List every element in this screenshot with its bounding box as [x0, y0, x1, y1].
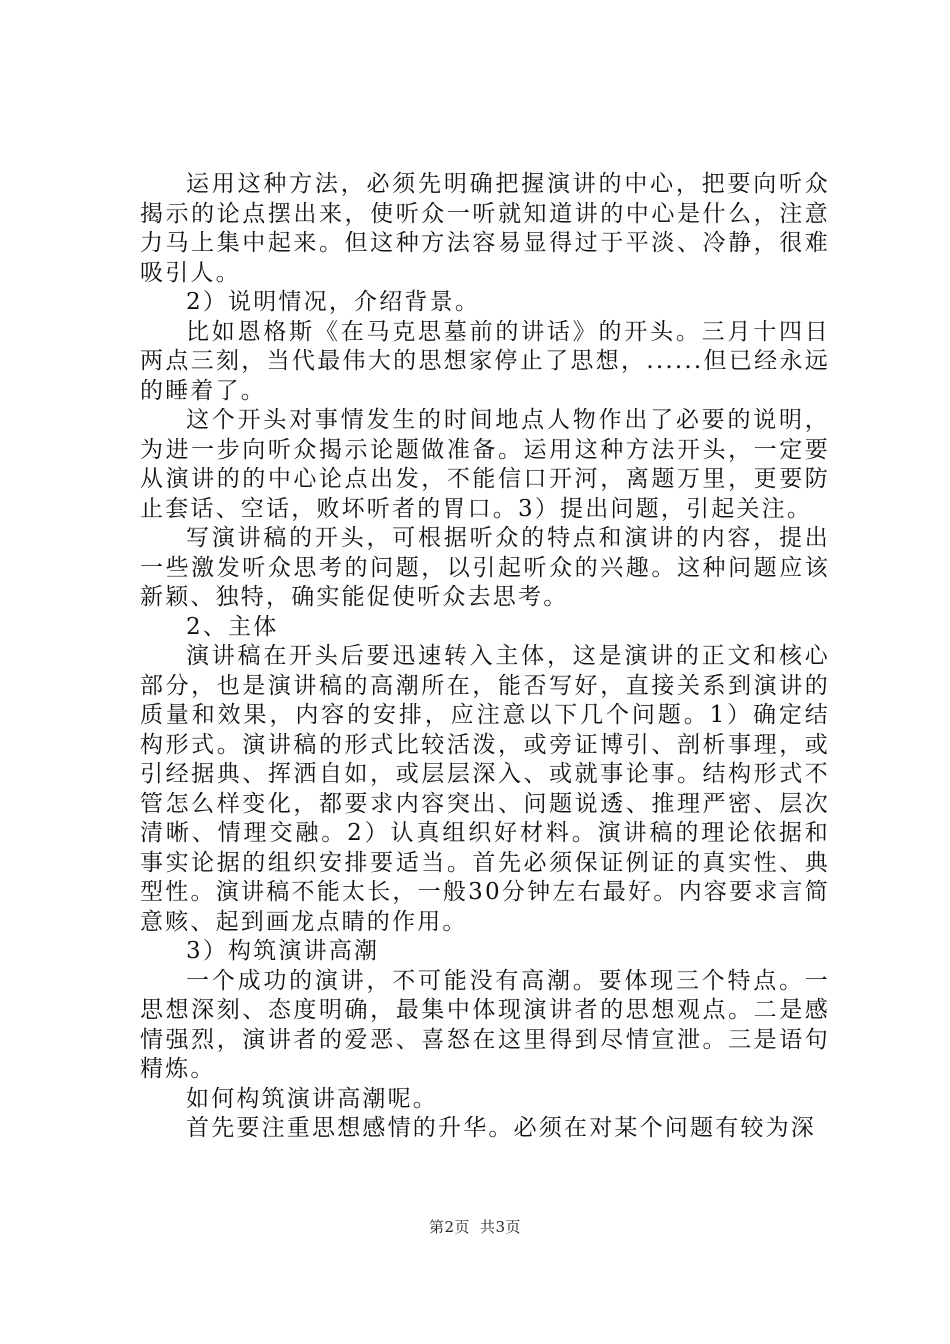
- paragraph-climax-features: 一个成功的演讲，不可能没有高潮。要体现三个特点。一思想深刻、态度明确，最集中体现演讲者的思想观点。二是感情强烈，演讲者的爱恶、喜怒在这里得到尽情宣泄。三是语句精炼。: [140, 967, 830, 1082]
- page-number: 第2页: [428, 1218, 470, 1236]
- paragraph-raise-questions: 写演讲稿的开头，可根据听众的特点和演讲的内容，提出一些激发听众思考的问题，以引起听众的兴趣。这种问题应该新颖、独特，确实能促使听众去思考。: [140, 525, 830, 610]
- page-total: 共3页: [480, 1218, 522, 1236]
- paragraph-main-body: 演讲稿在开头后要迅速转入主体，这是演讲的正文和核心部分，也是演讲稿的高潮所在，能否写好，直接关系到演讲的质量和效果，内容的安排，应注意以下几个问题。1）确定结构形式。演讲稿的形式比较活泼，或旁证博引、剖析事理，或引经据典、挥洒自如，或层层深入、或就事论事。结构形式不管怎么样变化，都要求内容突出、问题说透、推理严密、层次清晰、情理交融。2）认真组织好材料。演讲稿的理论依据和事实论据的组织安排要适当。首先必须保证例证的真实性、典型性。演讲稿不能太长，一般30分钟左右最好。内容要求言简意赅、起到画龙点睛的作用。: [140, 643, 830, 935]
- paragraph-engels-example: 比如恩格斯《在马克思墓前的讲话》的开头。三月十四日两点三刻，当代最伟大的思想家停止了思想，......但已经永远的睡着了。: [140, 318, 830, 404]
- paragraph-opening-explanation: 这个开头对事情发生的时间地点人物作出了必要的说明，为进一步向听众揭示论题做准备。运用这种方法开头，一定要从演讲的的中心论点出发，不能信口开河，离题万里，更要防止套话、空话，败坏听者的胃口。3）提出问题，引起关注。: [140, 407, 830, 522]
- paragraph-heading-background: 2）说明情况，介绍背景。: [186, 289, 481, 315]
- paragraph-heading-climax: 3）构筑演讲高潮: [186, 938, 380, 964]
- paragraph-climax-question: 如何构筑演讲高潮呢。: [186, 1085, 438, 1112]
- paragraph-climax-first: 首先要注重思想感情的升华。必须在对某个问题有较为深: [186, 1115, 816, 1141]
- paragraph-method-explanation: 运用这种方法，必须先明确把握演讲的中心，把要向听众揭示的论点摆出来，使听众一听就知道讲的中心是什么，注意力马上集中起来。但这种方法容易显得过于平淡、冷静，很难吸引人。: [140, 171, 830, 286]
- paragraph-heading-main-body: 2、主体: [186, 613, 279, 640]
- page-footer: [0, 1216, 950, 1237]
- document-body: [140, 170, 830, 1144]
